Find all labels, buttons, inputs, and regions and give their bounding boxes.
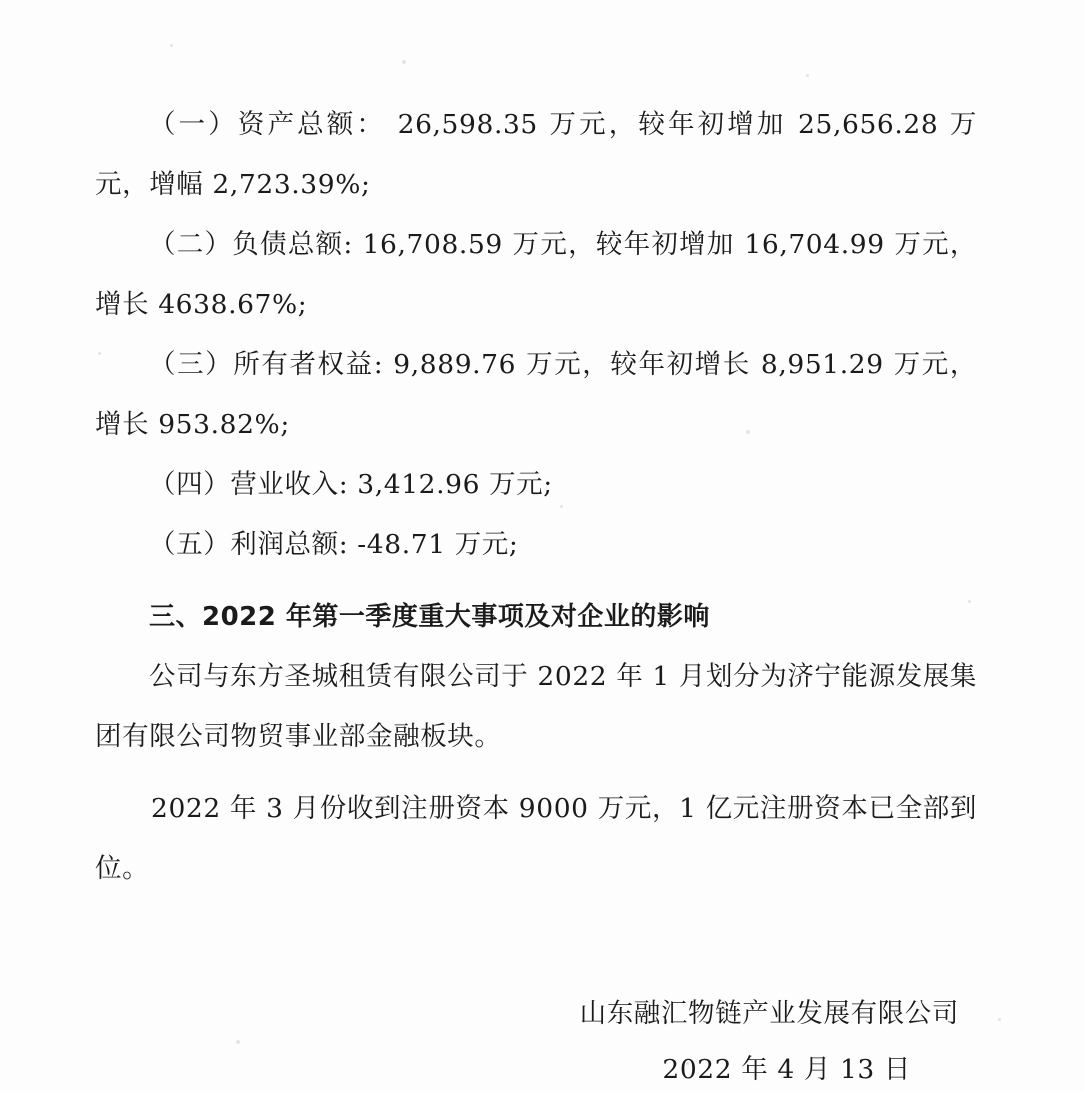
scan-speck [402, 60, 406, 64]
spacer [95, 575, 977, 587]
spacer [95, 767, 977, 779]
paragraph-total-assets: （一）资产总额： 26,598.35 万元，较年初增加 25,656.28 万元，增幅 2,723.39%; [95, 109, 977, 200]
scan-speck [170, 44, 173, 47]
paragraph-registered-capital: 2022 年 3 月份收到注册资本 9000 万元，1 亿元注册资本已全部到位。 [95, 793, 977, 884]
document-body [95, 95, 977, 1097]
paragraph-operating-revenue: （四）营业收入: 3,412.96 万元; [149, 469, 553, 500]
spacer [95, 899, 977, 985]
section-heading-major-events: 三、2022 年第一季度重大事项及对企业的影响 [149, 602, 710, 632]
paragraph-owners-equity: （三）所有者权益: 9,889.76 万元，较年初增长 8,951.29 万元，增长 953.82%; [95, 349, 977, 440]
paragraph-total-liabilities: （二）负债总额: 16,708.59 万元，较年初增加 16,704.99 万元，增长 4638.67%; [95, 229, 977, 320]
signature-company: 山东融汇物链产业发展有限公司 [579, 998, 959, 1029]
paragraph-company-reorganization: 公司与东方圣城租赁有限公司于 2022 年 1 月划分为济宁能源发展集团有限公司物贸事业部金融板块。 [95, 661, 977, 752]
paragraph-total-profit: （五）利润总额: -48.71 万元; [149, 529, 519, 560]
scan-speck [998, 1018, 1001, 1021]
scan-speck [806, 74, 809, 77]
signature-date: 2022 年 4 月 13 日 [662, 1054, 911, 1085]
